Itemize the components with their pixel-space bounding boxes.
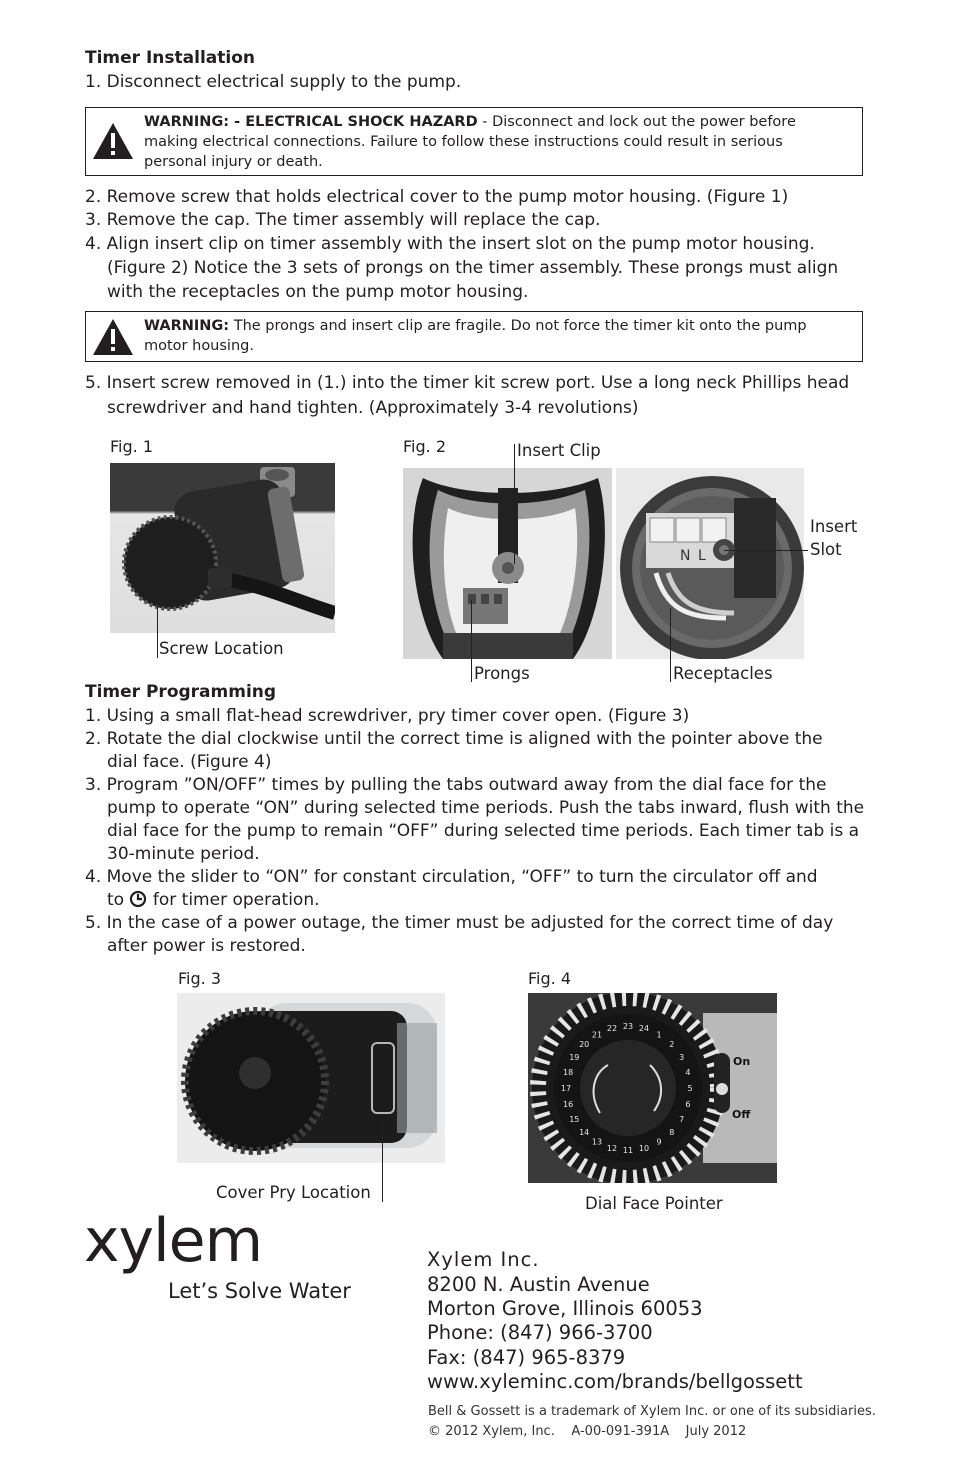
website-link[interactable]: www.xyleminc.com/brands/bellgossett xyxy=(427,1370,803,1393)
switch-off-label: Off xyxy=(732,1108,751,1121)
fax-number: Fax: (847) 965-8379 xyxy=(427,1346,626,1369)
dial-number: 22 xyxy=(606,1024,618,1034)
dial-number: 16 xyxy=(563,1100,574,1109)
dial-number: 24 xyxy=(638,1024,650,1034)
warning-text: - Disconnect and lock out the power before xyxy=(477,114,796,130)
prog-step-1: 1. Using a small flat-head screwdriver, pry timer cover open. (Figure 3) xyxy=(85,706,690,726)
city-address: Morton Grove, Illinois 60053 xyxy=(427,1297,703,1320)
dial-number: 20 xyxy=(579,1040,590,1050)
fig4-label: Fig. 4 xyxy=(528,969,571,988)
insert-clip-label: Insert Clip xyxy=(517,441,601,460)
fig1-label: Fig. 1 xyxy=(110,437,153,456)
brand-tagline: Let’s Solve Water xyxy=(168,1279,351,1303)
install-step-2: 2. Remove screw that holds electrical cover to the pump motor housing. (Figure 1) xyxy=(85,187,789,207)
prog-step-5: 5. In the case of a power outage, the timer must be adjusted for the correct time of day xyxy=(85,913,834,933)
warning-text-line-2: making electrical connections. Failure to follow these instructions could result in serious xyxy=(144,134,783,150)
timer-clock-icon xyxy=(129,890,147,908)
prog-step-4-timer-op: for timer operation. xyxy=(152,890,320,910)
switch-on-label: On xyxy=(733,1055,751,1068)
dial-number: 13 xyxy=(591,1137,603,1147)
prog-step-3-cont-3: 30-minute period. xyxy=(107,844,260,864)
programming-heading: Timer Programming xyxy=(85,682,277,702)
dial-number: 14 xyxy=(579,1127,590,1137)
dial-number: 19 xyxy=(569,1053,580,1062)
warning-label: WARNING: xyxy=(144,318,230,334)
prog-step-2-cont: dial face. (Figure 4) xyxy=(107,752,272,772)
dial-number: 5 xyxy=(687,1084,693,1093)
dial-number: 21 xyxy=(591,1030,603,1040)
cover-pry-location-label: Cover Pry Location xyxy=(216,1183,371,1202)
dial-number: 8 xyxy=(669,1127,675,1137)
street-address: 8200 N. Austin Avenue xyxy=(427,1273,650,1296)
prog-step-3-cont: pump to operate “ON” during selected time periods. Push the tabs inward, flush with the xyxy=(107,798,865,818)
dial-number: 4 xyxy=(685,1068,691,1077)
warning-label: WARNING: - ELECTRICAL SHOCK HAZARD xyxy=(144,114,478,130)
dial-number: 3 xyxy=(679,1053,685,1062)
dial-face-pointer-label: Dial Face Pointer xyxy=(585,1194,723,1213)
prog-step-2: 2. Rotate the dial clockwise until the correct time is aligned with the pointer above the xyxy=(85,729,823,749)
trademark-notice: Bell & Gossett is a trademark of Xylem Inc. or one of its subsidiaries. xyxy=(428,1404,876,1419)
fig4-dial-photo xyxy=(528,993,777,1183)
dial-number: 9 xyxy=(656,1137,662,1147)
terminal-l-label: L xyxy=(698,548,706,564)
dial-number: 12 xyxy=(606,1143,618,1153)
install-step-3: 3. Remove the cap. The timer assembly will replace the cap. xyxy=(85,210,601,230)
receptacles-line xyxy=(670,608,671,682)
copyright-notice: © 2012 Xylem, Inc. A-00-091-391A July 2012 xyxy=(428,1424,747,1439)
dial-number: 1 xyxy=(656,1030,662,1040)
warning-icon xyxy=(92,318,134,356)
warning-text: The prongs and insert clip are fragile. Do not force the timer kit onto the pump xyxy=(229,318,807,334)
screw-location-label: Screw Location xyxy=(159,639,284,658)
install-step-4-cont-2: with the receptacles on the pump motor housing. xyxy=(107,282,529,302)
dial-number: 15 xyxy=(569,1115,580,1124)
timer-slider-clock-icon xyxy=(716,1083,728,1095)
dial-number: 10 xyxy=(638,1143,650,1153)
phone-number: Phone: (847) 966-3700 xyxy=(427,1321,653,1344)
company-name: Xylem Inc. xyxy=(427,1248,540,1271)
insert-slot-label-2: Slot xyxy=(810,540,842,559)
install-step-4: 4. Align insert clip on timer assembly with the insert slot on the pump motor housing. xyxy=(85,234,815,254)
prog-step-3: 3. Program ”ON/OFF” times by pulling the tabs outward away from the dial face for the xyxy=(85,775,827,795)
prog-step-4-cont xyxy=(85,889,320,912)
insert-slot-label: Insert xyxy=(810,517,858,536)
fig3-timer-cover-photo xyxy=(177,993,445,1163)
dial-number: 17 xyxy=(560,1084,572,1093)
fig1-pump-photo xyxy=(110,463,335,633)
electrical-warning-box xyxy=(85,107,863,176)
dial-number: 18 xyxy=(563,1068,574,1077)
prog-step-3-cont-2: dial face for the pump to remain “OFF” during selected time periods. Each timer tab is a xyxy=(107,821,860,841)
install-step-5-cont: screwdriver and hand tighten. (Approximately 3-4 revolutions) xyxy=(107,398,639,418)
insert-clip-line xyxy=(514,444,515,564)
dial-number: 2 xyxy=(669,1040,675,1050)
fig2-motor-housing-photo xyxy=(616,468,804,659)
xylem-logo: xylem xyxy=(84,1206,263,1276)
install-step-1: 1. Disconnect electrical supply to the pump. xyxy=(85,72,462,92)
prongs-line xyxy=(471,600,472,682)
dial-number: 11 xyxy=(622,1146,634,1155)
install-step-5: 5. Insert screw removed in (1.) into the timer kit screw port. Use a long neck Phillips head xyxy=(85,373,850,393)
installation-heading: Timer Installation xyxy=(85,48,255,68)
install-step-4-cont: (Figure 2) Notice the 3 sets of prongs on the timer assembly. These prongs must align xyxy=(107,258,839,278)
warning-text-line-3: personal injury or death. xyxy=(144,154,323,170)
fig2-label: Fig. 2 xyxy=(403,437,446,456)
receptacles-label: Receptacles xyxy=(673,664,773,683)
screw-location-line xyxy=(157,580,158,658)
dial-number: 7 xyxy=(679,1115,685,1124)
insert-slot-line xyxy=(724,550,808,551)
terminal-n-label: N xyxy=(680,548,691,564)
dial-face xyxy=(528,993,777,1183)
dial-number: 23 xyxy=(622,1022,634,1031)
fig2-timer-assembly-photo xyxy=(403,468,612,659)
warning-icon xyxy=(92,122,134,160)
prog-step-4: 4. Move the slider to “ON” for constant circulation, “OFF” to turn the circulator off and xyxy=(85,867,818,887)
prongs-label: Prongs xyxy=(474,664,530,683)
fragile-warning-box xyxy=(85,311,863,362)
prog-step-5-cont: after power is restored. xyxy=(107,936,306,956)
dial-number: 6 xyxy=(685,1100,691,1109)
fig3-label: Fig. 3 xyxy=(178,969,221,988)
warning-text-line-2: motor housing. xyxy=(144,338,254,354)
prog-step-4-to: to xyxy=(107,890,125,910)
cover-pry-line xyxy=(382,1120,383,1202)
